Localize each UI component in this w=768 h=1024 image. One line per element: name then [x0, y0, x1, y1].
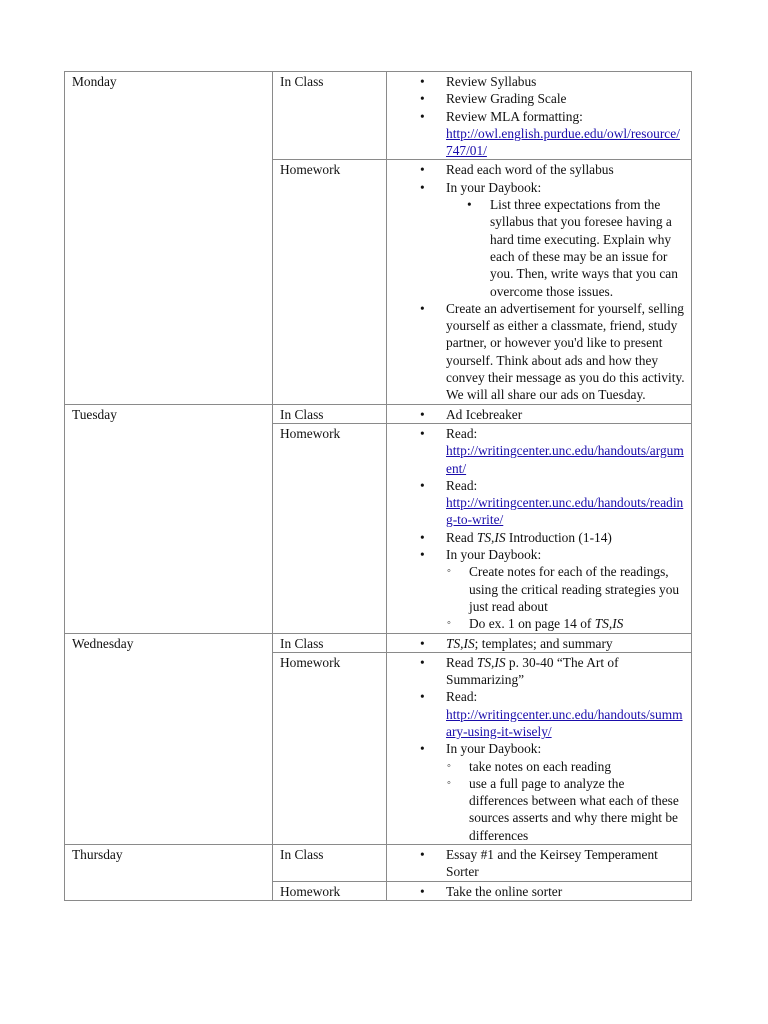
- book-title: TS,IS: [594, 616, 624, 632]
- item-text: p. 30-40 “The Art of Summarizing”: [446, 654, 619, 688]
- sub-list-item: [446, 758, 686, 775]
- item-list: [394, 635, 686, 652]
- type-cell: [273, 423, 387, 633]
- item-text: In your Daybook:: [446, 741, 542, 757]
- item-text: ; templates; and summary: [474, 635, 613, 651]
- item-text: List three expectations from the syllabus that you foresee having a hard time executing. Explain why each of these may be an issue for you. Then, write ways that you can overcome those issues.: [490, 197, 678, 299]
- type-label: In Class: [280, 635, 324, 651]
- wednesday-in-class-row: [65, 633, 692, 652]
- book-title: TS,IS: [446, 635, 475, 651]
- day-cell-monday: [65, 72, 273, 405]
- type-label: Homework: [280, 654, 341, 670]
- summary-handout-link[interactable]: http://writingcenter.unc.edu/handouts/summary-using-it-wisely/: [446, 706, 683, 739]
- item-list: [394, 654, 686, 844]
- type-cell: [273, 881, 387, 900]
- item-list: [394, 846, 686, 881]
- item-text: Do ex. 1 on page 14 of: [469, 616, 595, 632]
- item-text: Read each word of the syllabus: [446, 162, 614, 178]
- type-cell: [273, 633, 387, 652]
- book-title: TS,IS: [476, 654, 506, 670]
- book-title: TS,IS: [476, 529, 506, 545]
- item-text: Review Syllabus: [446, 74, 537, 89]
- list-item: [394, 546, 686, 632]
- item-text: Take the online sorter: [446, 883, 563, 899]
- items-cell: [387, 72, 692, 160]
- items-cell: [387, 633, 692, 652]
- tuesday-in-class-row: [65, 404, 692, 423]
- type-label: In Class: [280, 847, 324, 863]
- sub-list-item: [446, 615, 686, 632]
- list-item: [394, 108, 686, 160]
- item-text: Read:: [446, 689, 478, 705]
- list-item: [394, 529, 686, 546]
- item-text: Introduction (1-14): [505, 529, 612, 545]
- list-item: [394, 300, 686, 404]
- day-cell-thursday: [65, 845, 273, 901]
- items-cell: [387, 160, 692, 404]
- sub-list-item: [446, 775, 686, 844]
- item-text: take notes on each reading: [469, 758, 612, 774]
- type-label: In Class: [280, 406, 324, 422]
- day-label: Monday: [72, 74, 117, 89]
- item-list: [394, 161, 686, 403]
- sub-list-item: [446, 563, 686, 615]
- type-label: Homework: [280, 883, 341, 899]
- list-item: [394, 740, 686, 844]
- thursday-in-class-row: [65, 845, 692, 882]
- item-text: Create notes for each of the readings, using the critical reading strategies you just read about: [469, 564, 680, 614]
- item-text: Create an advertisement for yourself, selling yourself as either a classmate, friend, study partner, or however you'd like to present yourself. Think about ads and how they convey their message as you do this activity. We will all share our ads on Tuesday.: [446, 300, 685, 403]
- item-text: Essay #1 and the Keirsey Temperament Sorter: [446, 847, 658, 880]
- type-label: In Class: [280, 74, 324, 89]
- item-text: In your Daybook:: [446, 179, 542, 195]
- list-item: [394, 477, 686, 529]
- weekly-schedule-table: [64, 71, 692, 901]
- list-item: [394, 688, 686, 740]
- day-label: Wednesday: [72, 635, 134, 651]
- items-cell: [387, 845, 692, 882]
- type-cell: [273, 845, 387, 882]
- type-cell: [273, 404, 387, 423]
- type-cell: [273, 160, 387, 404]
- list-item: [394, 406, 686, 423]
- list-item: [394, 635, 686, 652]
- items-cell: [387, 404, 692, 423]
- items-cell: [387, 881, 692, 900]
- item-list: [394, 425, 686, 633]
- item-text: use a full page to analyze the differences between what each of these sources asserts and why there might be differences: [469, 775, 679, 843]
- monday-in-class-row: [65, 72, 692, 160]
- sub-list: [446, 196, 686, 300]
- item-text: Read:: [446, 425, 478, 441]
- sub-list: [446, 563, 686, 632]
- type-cell: [273, 652, 387, 844]
- item-list: [394, 883, 686, 900]
- sub-list: [446, 758, 686, 844]
- day-label: Thursday: [72, 847, 123, 863]
- reading-to-write-handout-link[interactable]: http://writingcenter.unc.edu/handouts/reading-to-write/: [446, 495, 684, 528]
- item-text: In your Daybook:: [446, 547, 542, 563]
- type-cell: [273, 72, 387, 160]
- day-cell-wednesday: [65, 633, 273, 845]
- items-cell: [387, 652, 692, 844]
- day-cell-tuesday: [65, 404, 273, 633]
- mla-formatting-link[interactable]: http://owl.english.purdue.edu/owl/resource/747/01/: [446, 125, 680, 159]
- list-item: [394, 179, 686, 300]
- list-item: [394, 654, 686, 689]
- list-item: [394, 73, 686, 90]
- item-text: Read: [446, 654, 477, 670]
- list-item: [394, 425, 686, 477]
- list-item: [394, 883, 686, 900]
- type-label: Homework: [280, 425, 341, 441]
- sub-list-item: [446, 196, 686, 300]
- item-text: Review Grading Scale: [446, 91, 567, 107]
- item-text: Review MLA formatting:: [446, 108, 583, 124]
- item-text: Read:: [446, 477, 478, 493]
- type-label: Homework: [280, 162, 341, 178]
- item-list: [394, 73, 686, 159]
- item-list: [394, 406, 686, 423]
- item-text: Ad Icebreaker: [446, 406, 523, 422]
- argument-handout-link[interactable]: http://writingcenter.unc.edu/handouts/argument/: [446, 443, 684, 476]
- list-item: [394, 161, 686, 178]
- item-text: Read: [446, 529, 477, 545]
- list-item: [394, 90, 686, 107]
- day-label: Tuesday: [72, 406, 117, 422]
- items-cell: [387, 423, 692, 633]
- list-item: [394, 846, 686, 881]
